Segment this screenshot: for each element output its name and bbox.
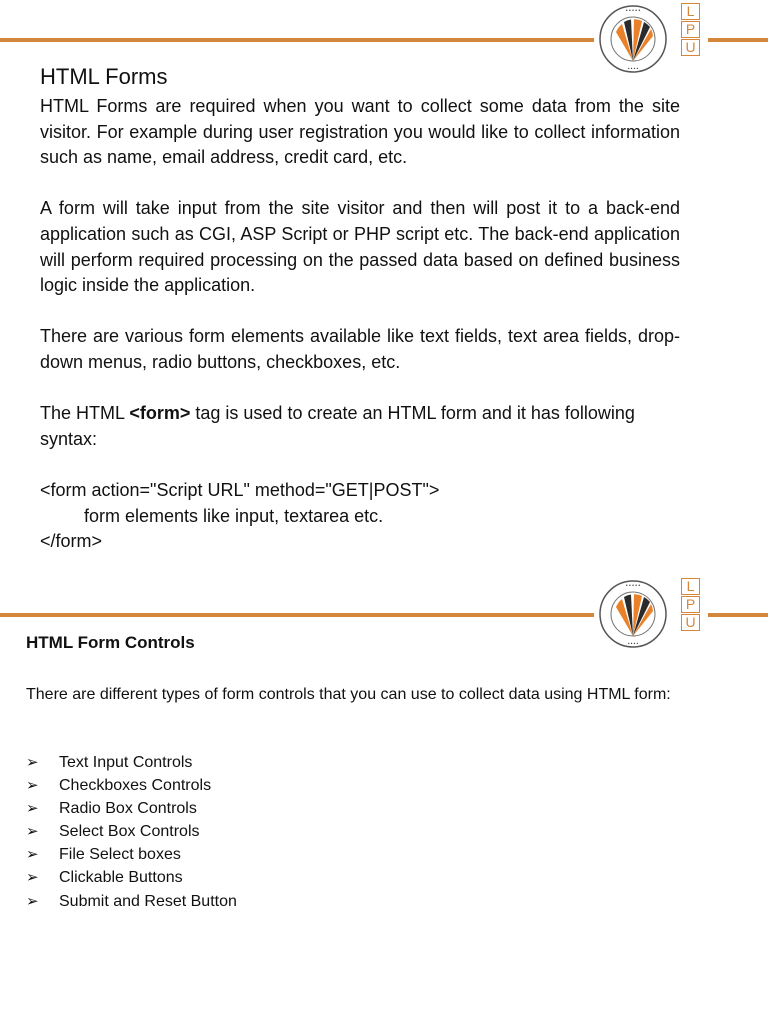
list-item-label: Text Input Controls: [59, 754, 193, 771]
svg-text:• • • •: • • • •: [627, 641, 639, 646]
arrow-bullet-icon: ➢: [26, 777, 39, 795]
arrow-bullet-icon: ➢: [26, 846, 39, 864]
lpu-letter-logo: [681, 578, 700, 631]
form-controls-list: [26, 751, 237, 913]
list-item-label: Clickable Buttons: [59, 869, 183, 887]
paragraph: There are various form elements available like text fields, text area fields, drop-down menus, radio buttons, checkboxes, etc.: [40, 326, 680, 372]
logo-letter: P: [681, 596, 700, 613]
header-rule-left: [0, 613, 594, 617]
list-item-label: Submit and Reset Button: [59, 892, 237, 910]
paragraph: A form will take input from the site visitor and then will post it to a back-end application such as CGI, ASP Script or PHP script etc. The back-end application will perform required processing on the passed data based on defined business logic inside the application.: [40, 198, 680, 296]
list-item: [26, 843, 237, 866]
page-title: HTML Forms: [40, 64, 168, 89]
list-item-label: File Select boxes: [59, 846, 181, 864]
logo-letter: L: [681, 578, 700, 595]
syntax-intro-before: The HTML: [40, 403, 130, 424]
university-seal-logo: [598, 579, 668, 649]
list-item-label: Select Box Controls: [59, 823, 200, 841]
logo-letter: U: [681, 39, 700, 56]
list-item-label: Checkboxes Controls: [59, 777, 212, 795]
syntax-intro-paragraph: [40, 401, 680, 452]
arrow-bullet-icon: ➢: [26, 823, 39, 841]
list-item: [26, 820, 237, 843]
header-rule-left: [0, 38, 594, 42]
content-body: [40, 94, 680, 555]
svg-text:• • • • •: • • • • •: [625, 8, 641, 14]
slide-html-form-controls: [0, 575, 768, 1024]
logo-letter: P: [681, 21, 700, 38]
logo-letter: L: [681, 3, 700, 20]
svg-text:• • • • •: • • • • •: [625, 583, 641, 589]
svg-text:• • • •: • • • •: [627, 66, 639, 71]
intro-paragraph: There are different types of form controls that you can use to collect data using HTML form:: [26, 686, 671, 703]
lpu-letter-logo: [681, 3, 700, 56]
list-item: [26, 890, 237, 913]
arrow-bullet-icon: ➢: [26, 754, 39, 771]
paragraph: HTML Forms are required when you want to collect some data from the site visitor. For example during user registration you would like to collect information such as name, email address, credit card, etc.: [40, 96, 680, 168]
header-rule-right: [708, 38, 768, 42]
form-tag-keyword: <form>: [129, 403, 191, 424]
header-rule-right: [708, 613, 768, 617]
code-body-line: form elements like input, textarea etc.: [84, 505, 384, 526]
arrow-bullet-icon: ➢: [26, 892, 39, 910]
list-item: [26, 751, 237, 774]
list-item-label: Radio Box Controls: [59, 800, 197, 818]
list-item: [26, 866, 237, 889]
list-item: [26, 774, 237, 797]
university-seal-logo: [598, 4, 668, 74]
code-close-tag: </form>: [40, 531, 103, 552]
list-item: [26, 797, 237, 820]
arrow-bullet-icon: ➢: [26, 869, 39, 887]
logo-letter: U: [681, 614, 700, 631]
syntax-intro-after: tag is used to create an HTML form and it has following syntax:: [40, 403, 635, 449]
code-open-tag: <form action="Script URL" method="GET|POST">: [40, 479, 440, 500]
arrow-bullet-icon: ➢: [26, 800, 39, 818]
section-title: HTML Form Controls: [26, 633, 195, 652]
